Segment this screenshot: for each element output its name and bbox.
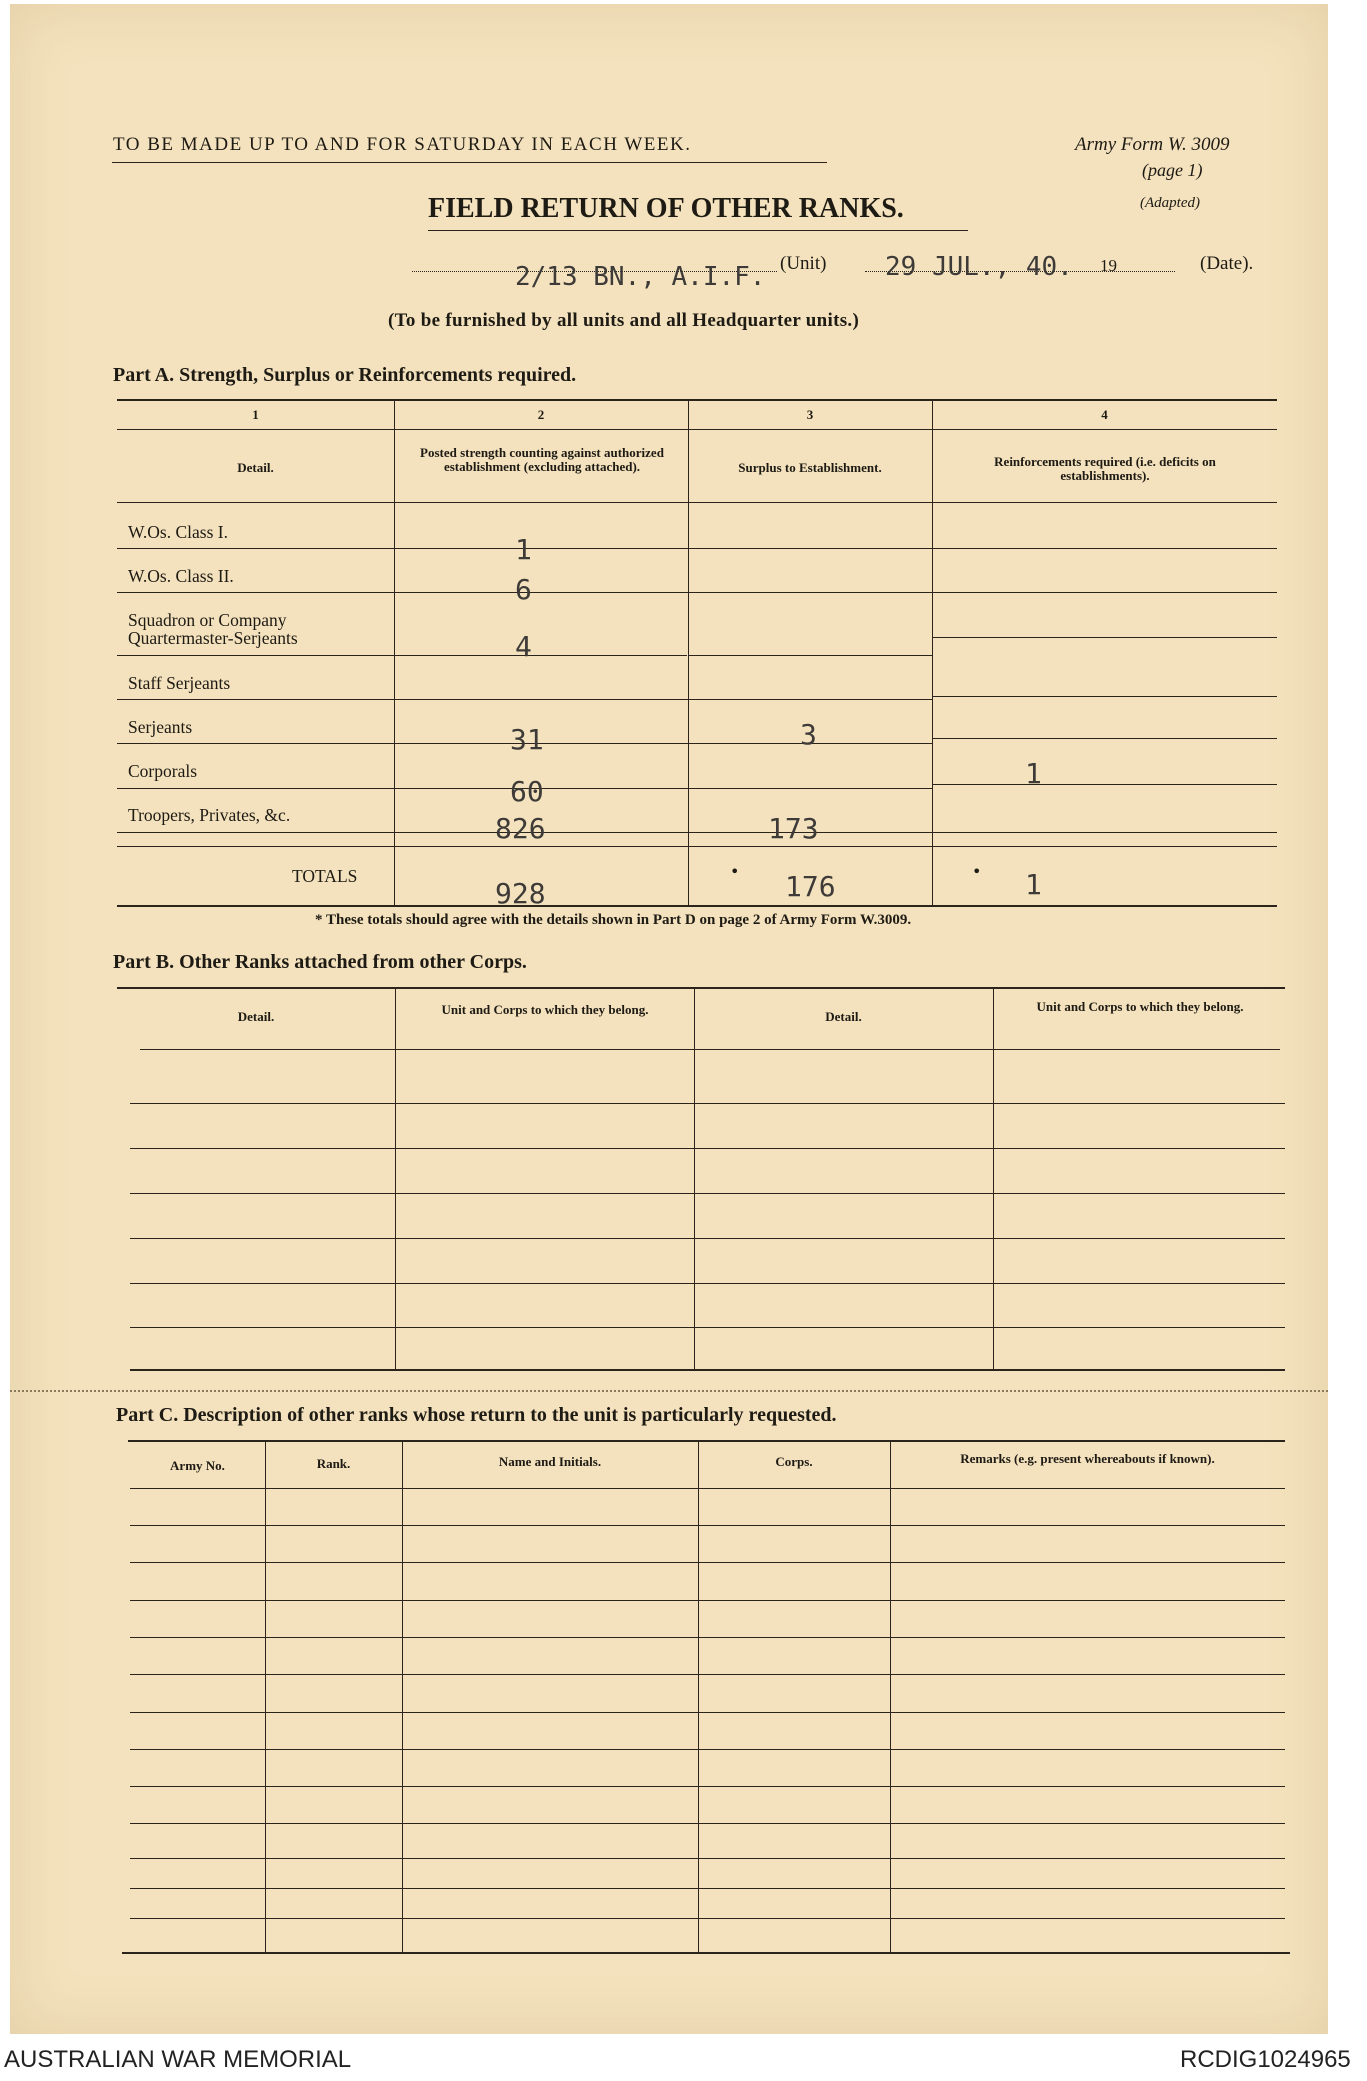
row-line <box>117 832 1277 833</box>
col-number-4: 4 <box>1101 407 1108 422</box>
totals-reinforcements: 1 <box>1025 868 1042 901</box>
part-c-header-corps: Corps. <box>775 1454 813 1469</box>
part-a-number-rule <box>117 429 1277 430</box>
strength-wo-class-2: 6 <box>515 573 532 606</box>
part-c-col-border <box>265 1440 266 1952</box>
part-b-col-border <box>694 987 695 1369</box>
part-a-bottom-rule <box>117 905 1277 907</box>
surplus-serjeants: 3 <box>800 718 817 751</box>
furnish-note: (To be furnished by all units and all Headquarter units.) <box>388 310 860 331</box>
part-a-footnote: * These totals should agree with the details shown in Part D on page 2 of Army Form W.3009. <box>315 912 912 928</box>
row-line <box>130 1712 1285 1713</box>
unit-value: 2/13 BN., A.I.F. <box>515 262 766 292</box>
totals-strength: 928 <box>495 877 546 910</box>
row-line <box>130 1786 1285 1787</box>
strength-wo-class-1: 1 <box>515 533 532 566</box>
row-detail-corporals: Corporals <box>128 761 198 781</box>
row-line <box>130 1600 1285 1601</box>
form-number: Army Form W. 3009 <box>1075 134 1230 155</box>
col-header-reinforcements: Reinforcements required (i.e. deficits on establishments). <box>994 454 1216 483</box>
part-c-title: Part C. Description of other ranks whose return to the unit is particularly requested. <box>116 1404 837 1426</box>
unit-label: (Unit) <box>780 253 827 274</box>
strength-troopers: 826 <box>495 812 546 845</box>
part-b-col-border <box>993 987 994 1369</box>
part-c-header-remarks: Remarks (e.g. present whereabouts if known). <box>960 1451 1215 1466</box>
page-number: (page 1) <box>1142 160 1203 180</box>
totals-label: TOTALS <box>292 866 358 886</box>
date-label: (Date). <box>1200 253 1254 274</box>
row-line <box>932 637 1277 638</box>
row-line <box>130 1674 1285 1675</box>
row-detail-wo-class-1: W.Os. Class I. <box>128 522 228 542</box>
row-line <box>130 1488 1285 1489</box>
part-c-top-rule <box>128 1440 1285 1442</box>
row-line <box>130 1888 1285 1889</box>
totals-asterisk: • <box>972 862 982 881</box>
part-a-top-rule <box>117 399 1277 401</box>
part-b-title: Part B. Other Ranks attached from other Corps. <box>113 951 527 973</box>
part-a-col-2-border <box>394 399 395 905</box>
instruction-underline <box>112 162 827 163</box>
row-line <box>130 1858 1285 1859</box>
part-a-col-4-border <box>932 399 933 905</box>
strength-cqms: 4 <box>515 630 532 663</box>
row-line <box>117 548 1277 549</box>
row-line <box>117 699 932 700</box>
footer-identifier: RCDIG1024965 <box>1180 2046 1351 2073</box>
totals-surplus: 176 <box>785 870 836 903</box>
col-header-strength: Posted strength counting against authorized establishment (excluding attached). <box>420 445 664 474</box>
strength-serjeants: 31 <box>510 723 544 756</box>
col-header-detail: Detail. <box>237 460 274 475</box>
row-line <box>130 1283 1285 1284</box>
row-line <box>932 696 1277 697</box>
part-b-col-border <box>395 987 396 1369</box>
part-b-header-detail-1: Detail. <box>237 1009 275 1024</box>
row-detail-serjeants: Serjeants <box>128 717 193 737</box>
row-line <box>130 1103 1285 1104</box>
row-line <box>130 1327 1285 1328</box>
row-line <box>140 1049 1280 1050</box>
row-detail-troopers: Troopers, Privates, &c. <box>128 805 291 825</box>
part-a-title: Part A. Strength, Surplus or Reinforcements required. <box>113 364 577 386</box>
col-number-1: 1 <box>252 407 259 422</box>
part-b-header-detail-2: Detail. <box>825 1009 862 1024</box>
surplus-troopers: 173 <box>768 812 819 845</box>
part-c-bottom-rule <box>122 1952 1290 1954</box>
row-line <box>688 655 932 656</box>
part-c-col-border <box>890 1440 891 1952</box>
row-line <box>117 592 1277 593</box>
row-line <box>130 1238 1285 1239</box>
row-line <box>932 784 1277 785</box>
instruction-text: TO BE MADE UP TO AND FOR SATURDAY IN EACH WEEK. <box>113 134 692 155</box>
part-c-col-border <box>698 1440 699 1952</box>
row-line <box>932 738 1277 739</box>
footer-institution: AUSTRALIAN WAR MEMORIAL <box>4 2046 352 2073</box>
col-number-2: 2 <box>537 407 545 422</box>
part-b-header-unit-2: Unit and Corps to which they belong. <box>1036 999 1244 1014</box>
row-line <box>130 1148 1285 1149</box>
part-b-top-rule <box>117 987 1285 989</box>
col-number-3: 3 <box>806 407 814 422</box>
form-title: FIELD RETURN OF OTHER RANKS. <box>428 193 904 224</box>
row-line <box>130 1823 1285 1824</box>
part-c-col-border <box>402 1440 403 1952</box>
part-b-header-unit-1: Unit and Corps to which they belong. <box>441 1002 649 1017</box>
row-line <box>130 1918 1285 1919</box>
reinforcements-corporals: 1 <box>1025 757 1042 790</box>
part-b-bottom-rule <box>130 1369 1285 1371</box>
part-c-header-rank: Rank. <box>316 1456 351 1471</box>
date-value: 29 JUL., 40. <box>885 252 1073 282</box>
part-a-header-rule <box>117 502 1277 503</box>
row-line <box>117 655 687 656</box>
row-line <box>130 1193 1285 1194</box>
row-detail-staff-serjeants: Staff Serjeants <box>128 673 231 693</box>
row-line <box>130 1562 1285 1563</box>
part-c-header-name: Name and Initials. <box>498 1454 602 1469</box>
row-line <box>117 846 1277 847</box>
perforation-line <box>10 1390 1328 1392</box>
adapted-note: (Adapted) <box>1140 195 1200 211</box>
part-c-header-army-no: Army No. <box>170 1458 225 1473</box>
totals-asterisk: • <box>730 862 740 881</box>
row-line <box>130 1637 1285 1638</box>
row-detail-cqms: Squadron or Company Quartermaster-Serjeants <box>128 610 298 648</box>
col-header-surplus: Surplus to Establishment. <box>738 460 882 475</box>
row-line <box>130 1749 1285 1750</box>
year-prefix: 19 <box>1100 256 1117 275</box>
row-detail-wo-class-2: W.Os. Class II. <box>128 566 234 586</box>
row-line <box>130 1525 1285 1526</box>
title-underline <box>428 230 968 231</box>
strength-corporals: 60 <box>510 775 544 808</box>
